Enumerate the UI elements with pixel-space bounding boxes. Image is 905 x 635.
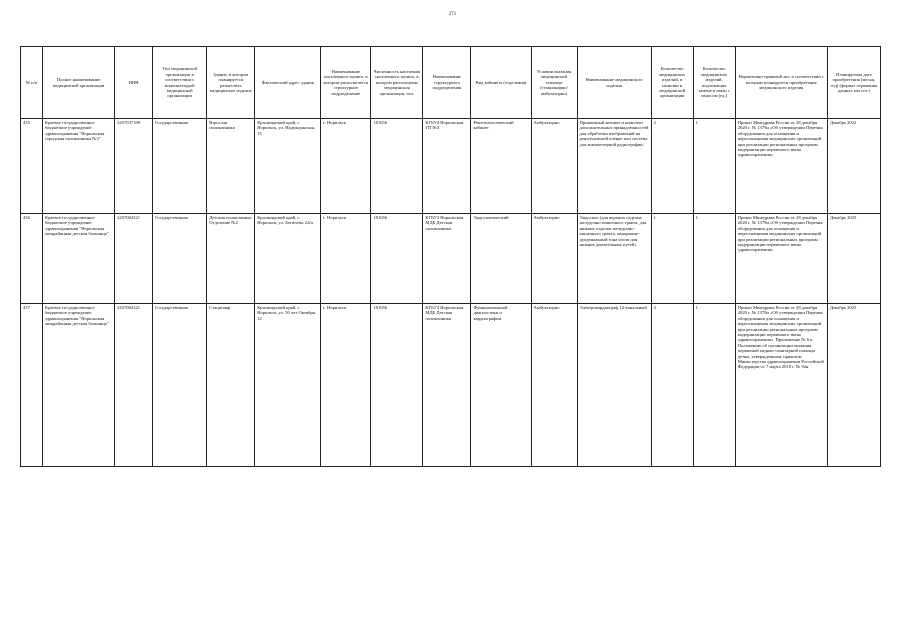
cell-org: Краевое государственное бюджетное учреждение здравоохранения "Норильская городская поликлиника №3" [43,119,115,214]
cell-type: Государственная [153,214,207,304]
cell-building: Детская поликлиника Отделение №2 [207,214,255,304]
header-type: Тип медицинской организации в соответствии с номенклатурой медицинской организации [153,47,207,119]
table-row [21,304,881,467]
cell-num: 436 [21,214,43,304]
cell-inn: 2457002321 [115,304,153,467]
cell-num: 437 [21,304,43,467]
cell-unit: КГБУЗ Норильская МДБ Детская поликлиника [423,214,471,304]
cell-building: Стационар [207,304,255,467]
header-qty-replace: Количество медицинских изделий, подлежащих замене в связи с износом (ед.) [693,47,735,119]
cell-device: Эндоскоп (для верхних отделов желудочно-кишечного тракта, для нижних отделов желудочно-кишечного тракта, панорамно-дуоденальный зона и/или для нижних дыхательных путей) [577,214,651,304]
cell-cabinet: Эндоскопический [471,214,531,304]
cell-device: Проявочный автомат и комплект дополнительных принадлежностей для обработки изображений на рентгеновской пленке или система для компьютерной радиографии [577,119,651,214]
cell-locality: г. Норильск [321,304,371,467]
cell-cabinet: Рентгенологический кабинет [471,119,531,214]
cell-act: Приказ Минздрава России от 28 декабря 2020 г. № 1379н «Об утверждении Перечня оборудования для оснащения и переоснащения медицинских организаций при реализации региональных программ модернизации первичного звена здравоохранения». Приложение № 6 к Положению об организации оказания первичной медико-санитарной помощи детям, утвержденному приказом Министерства здравоохранения Российской Федерации от 7 марта 2018 г. № 92н [735,304,827,467]
cell-act: Приказ Минздрава России от 28 декабря 2020 г. № 1379н «Об утверждении Перечня оборудования для оснащения и переоснащения медицинских организаций при реализации региональных программ модернизации первичного звена здравоохранения» [735,214,827,304]
cell-inn: 2457037109 [115,119,153,214]
cell-locality: г. Норильск [321,119,371,214]
header-building: Здание, в котором планируется разместить медицинское изделие [207,47,255,119]
cell-date: Декабрь 2025 [827,304,880,467]
header-device: Наименование медицинского изделия [577,47,651,119]
header-address: Фактический адрес здания [255,47,321,119]
table-header [21,47,881,119]
header-act: Нормативно-правовой акт, в соответствии с которым планируется приобретение медицинского изделия [735,47,827,119]
cell-type: Государственная [153,304,207,467]
cell-address: Красноярский край, г. Норильск, ул. 50 лет Октября, 12 [255,304,321,467]
cell-address: Красноярский край, г. Норильск, ул. Надеждинская, 15 [255,119,321,214]
cell-date: Декабрь 2022 [827,119,880,214]
page-number: 271 [448,12,457,17]
registry-table [20,46,881,467]
cell-inn: 2457002321 [115,214,153,304]
cell-conditions: Амбулаторно [531,304,577,467]
header-date: Планируемая дата приобретения (месяц, год) (формат отражения данных мм гггг) [827,47,880,119]
cell-locality: г. Норильск [321,214,371,304]
cell-population: 181656 [371,214,423,304]
table-row [21,214,881,304]
cell-device: Электрокардиограф 12-канальный [577,304,651,467]
cell-unit: КГБУЗ Норильская МДБ Детская поликлиника [423,304,471,467]
cell-org: Краевое государственное бюджетное учреждение здравоохранения "Норильская межрайонная детская больница" [43,214,115,304]
cell-date: Декабрь 2025 [827,214,880,304]
header-qty-have: Количество медицинских изделий, в наличии в медицинской организации [651,47,693,119]
cell-act: Приказ Минздрава России от 28 декабря 2020 г. № 1379н «Об утверждении Перечня оборудования для оснащения и переоснащения медицинских организаций при реализации региональных программ модернизации первичного звена здравоохранения» [735,119,827,214]
header-org: Полное наименование медицинской организации [43,47,115,119]
header-conditions: Условия оказания медицинской помощи (стационарно/ амбулаторно) [531,47,577,119]
header-locality: Наименование населенного пункта, в котором располагается структурное подразделение [321,47,371,119]
cell-org: Краевое государственное бюджетное учреждение здравоохранения "Норильская межрайонная детская больница" [43,304,115,467]
cell-population: 181656 [371,119,423,214]
table-row [21,119,881,214]
header-num: № п/п [21,47,43,119]
cell-qty-have: 3 [651,304,693,467]
cell-qty-have: 1 [651,214,693,304]
cell-cabinet: Функциональной диагностики и кардиографии [471,304,531,467]
cell-qty-replace: 1 [693,304,735,467]
header-inn: ИНН [115,47,153,119]
header-unit: Наименование структурного подразделения [423,47,471,119]
cell-population: 181656 [371,304,423,467]
cell-qty-have: 2 [651,119,693,214]
header-cabinet: Вид кабинета (отделения) [471,47,531,119]
cell-address: Красноярский край, г. Норильск, ул. Бегичева, 24/а [255,214,321,304]
cell-qty-replace: 1 [693,119,735,214]
cell-type: Государственная [153,119,207,214]
cell-num: 435 [21,119,43,214]
header-population: Численность населения населенного пункта, в котором расположена медицинская организация, чел. [371,47,423,119]
cell-qty-replace: 1 [693,214,735,304]
cell-conditions: Амбулаторно [531,214,577,304]
cell-conditions: Амбулаторно [531,119,577,214]
cell-building: Взрослая поликлиника [207,119,255,214]
cell-unit: КГБУЗ Норильская ГП №3 [423,119,471,214]
